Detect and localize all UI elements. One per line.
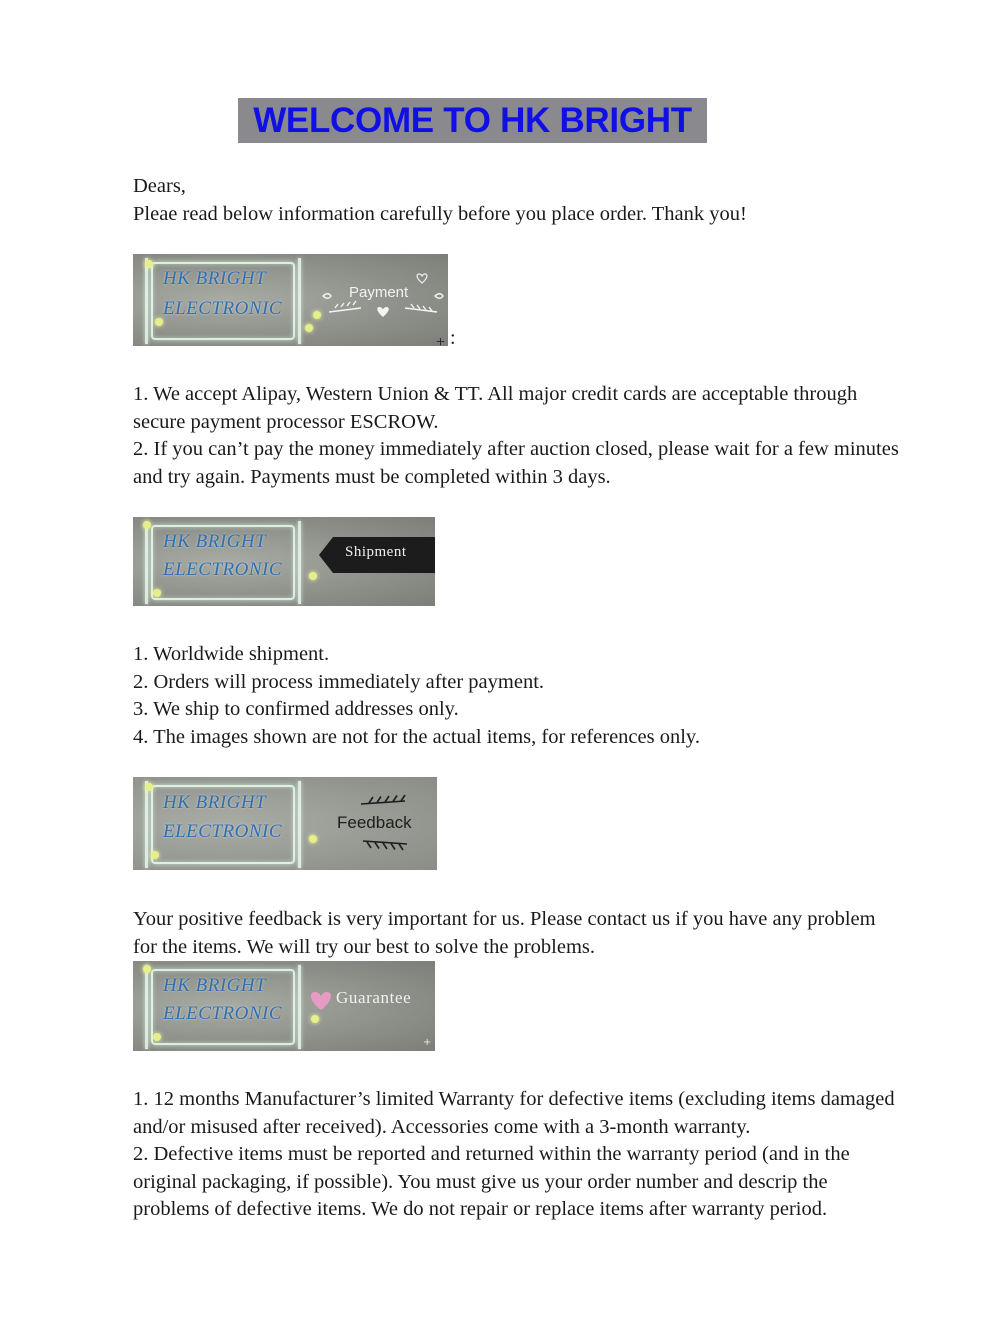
shipment-line: 4. The images shown are not for the actual items, for references only. — [133, 725, 700, 748]
light-dot-icon — [311, 1015, 319, 1023]
guarantee-banner — [133, 961, 435, 1051]
light-dot-icon — [145, 260, 153, 268]
heart-icon — [307, 989, 335, 1011]
guarantee-line: and/or misused after received). Accessories come with a 3-month warranty. — [133, 1115, 751, 1138]
plus-icon: + — [436, 334, 446, 351]
guarantee-line: original packaging, if possible). You must give us your order number and descrip the — [133, 1170, 828, 1193]
light-dot-icon — [153, 589, 161, 597]
guarantee-line: 2. Defective items must be reported and returned within the warranty period (and in the — [133, 1143, 850, 1166]
feedback-text — [133, 906, 876, 961]
light-dot-icon — [143, 965, 151, 973]
guarantee-line: problems of defective items. We do not repair or replace items after warranty period. — [133, 1198, 828, 1221]
title-banner — [238, 98, 707, 143]
light-dot-icon — [153, 1033, 161, 1041]
brand-line-1: HK BRIGHT — [163, 531, 267, 552]
shipment-line: 2. Orders will process immediately after payment. — [133, 670, 545, 693]
payment-label: Payment — [349, 284, 409, 301]
payment-line: 2. If you can’t pay the money immediately after auction closed, please wait for a few minutes — [133, 438, 899, 461]
shipment-line: 1. Worldwide shipment. — [133, 643, 330, 665]
feedback-line: Your positive feedback is very important for us. Please contact us if you have any problem — [133, 908, 876, 930]
light-dot-icon — [309, 835, 317, 843]
laurel-icon — [359, 793, 409, 807]
laurel-icon — [359, 837, 409, 851]
payment-line: secure payment processor ESCROW. — [133, 410, 439, 433]
payment-banner — [133, 254, 448, 346]
brand-line-2: ELECTRONIC — [163, 821, 283, 842]
light-dot-icon — [155, 318, 163, 326]
greeting-block — [133, 173, 747, 228]
plus-icon: + — [423, 1037, 432, 1048]
payment-suffix: : — [450, 327, 456, 349]
intro-text: Pleae read below information carefully before you place order. Thank you! — [133, 202, 747, 225]
greeting: Dears, — [133, 175, 186, 197]
payment-line: 1. We accept Alipay, Western Union & TT. All major credit cards are acceptable through — [133, 383, 858, 405]
page-title: WELCOME TO HK BRIGHT — [253, 101, 692, 140]
brand-line-1: HK BRIGHT — [163, 268, 267, 289]
payment-line: and try again. Payments must be completed within 3 days. — [133, 465, 611, 488]
brand-line-2: ELECTRONIC — [163, 298, 283, 319]
brand-line-1: HK BRIGHT — [163, 975, 267, 996]
brand-line-1: HK BRIGHT — [163, 792, 267, 813]
brand-line-2: ELECTRONIC — [163, 559, 283, 580]
light-dot-icon — [305, 324, 313, 332]
guarantee-line: 1. 12 months Manufacturer’s limited Warranty for defective items (excluding items damaged — [133, 1088, 895, 1110]
feedback-line: for the items. We will try our best to solve the problems. — [133, 935, 595, 958]
payment-text — [133, 381, 899, 491]
heart-icon — [415, 272, 429, 284]
shipment-text — [133, 641, 700, 751]
shipment-banner — [133, 517, 435, 606]
feedback-banner — [133, 777, 437, 870]
light-dot-icon — [143, 521, 151, 529]
guarantee-text — [133, 1086, 895, 1224]
light-dot-icon — [313, 311, 321, 319]
feedback-label: Feedback — [337, 813, 412, 832]
light-dot-icon — [145, 783, 153, 791]
shipment-label: Shipment — [345, 544, 407, 560]
laurel-icon — [321, 286, 445, 320]
brand-line-2: ELECTRONIC — [163, 1003, 283, 1024]
light-dot-icon — [309, 572, 317, 580]
light-dot-icon — [151, 851, 159, 859]
guarantee-label: Guarantee — [336, 988, 412, 1007]
shipment-line: 3. We ship to confirmed addresses only. — [133, 698, 459, 721]
